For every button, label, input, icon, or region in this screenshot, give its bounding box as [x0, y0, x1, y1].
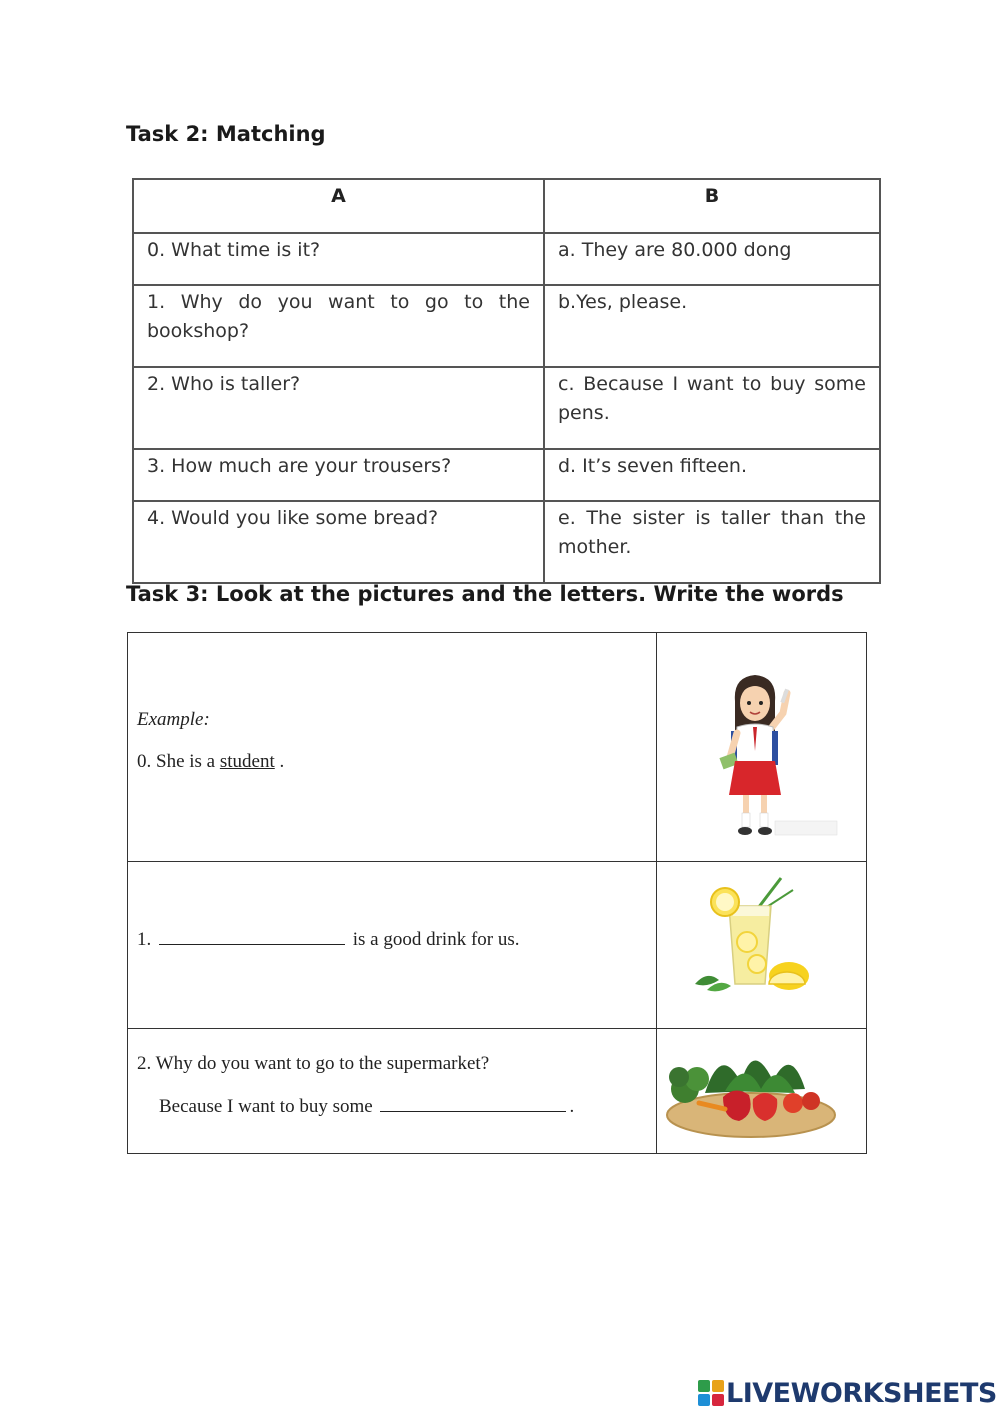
picture-words-table	[127, 632, 867, 1154]
answer-cell: d. It’s seven fifteen.	[544, 449, 880, 501]
table-row	[133, 449, 880, 501]
table-row	[133, 367, 880, 449]
task3-title: Task 3: Look at the pictures and the letters. Write the words	[126, 582, 844, 606]
lemonade-illustration	[685, 872, 815, 997]
table-row	[133, 285, 880, 367]
matching-table	[132, 178, 881, 584]
logo-text: LIVEWORKSHEETS	[726, 1377, 997, 1409]
logo-mark-icon	[698, 1380, 724, 1406]
answer-blank-2[interactable]	[380, 1094, 566, 1112]
liveworksheets-logo	[698, 1378, 997, 1408]
question-cell: 2. Who is taller?	[133, 367, 544, 449]
example-suffix: .	[274, 751, 285, 772]
question-1-cell	[128, 862, 657, 1028]
answer-cell: b.Yes, please.	[544, 285, 880, 367]
example-sentence	[137, 751, 284, 773]
column-a-header: A	[133, 179, 544, 233]
vegetables-basket-illustration	[665, 1033, 837, 1141]
example-label: Example:	[137, 709, 210, 730]
question-cell: 4. Would you like some bread?	[133, 501, 544, 583]
answer-cell: a. They are 80.000 dong	[544, 233, 880, 285]
example-answer: student	[219, 751, 275, 772]
question-cell: 0. What time is it?	[133, 233, 544, 285]
question-cell: 1. Why do you want to go to the bookshop?	[133, 285, 544, 367]
question-2-suffix: .	[569, 1095, 575, 1117]
example-picture-cell	[657, 633, 867, 862]
column-b-header: B	[544, 179, 880, 233]
question-cell: 3. How much are your trousers?	[133, 449, 544, 501]
question-2-answer-line	[159, 1094, 574, 1118]
question-2-prefix: Because I want to buy some	[159, 1095, 373, 1117]
task2-title: Task 2: Matching	[126, 122, 326, 146]
question-1-number: 1.	[137, 929, 152, 951]
example-prefix: 0. She is a	[137, 751, 216, 772]
student-girl-illustration	[717, 673, 847, 843]
question-1-picture-cell	[657, 862, 867, 1028]
example-cell	[128, 633, 657, 862]
question-2-question: 2. Why do you want to go to the supermarket?	[137, 1052, 490, 1074]
table-row	[133, 233, 880, 285]
question-2-cell	[128, 1028, 657, 1153]
question-1-sentence	[137, 927, 520, 951]
question-1-text: is a good drink for us.	[352, 929, 520, 951]
answer-cell: c. Because I want to buy some pens.	[544, 367, 880, 449]
table-row	[133, 501, 880, 583]
answer-cell: e. The sister is taller than the mother.	[544, 501, 880, 583]
question-2-picture-cell	[657, 1028, 867, 1153]
answer-blank-1[interactable]	[159, 927, 345, 945]
